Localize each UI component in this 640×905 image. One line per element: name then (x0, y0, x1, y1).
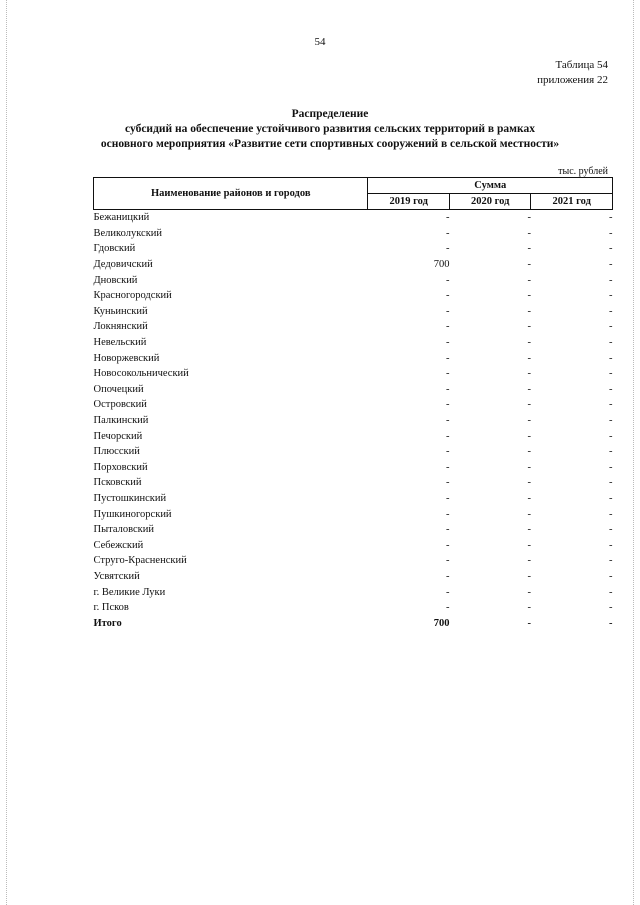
subsidy-table (93, 177, 613, 631)
value-2019-cell: - (445, 274, 450, 286)
title-line-2: субсидий на обеспечение устойчивого развития сельских территорий в рамках (125, 123, 535, 135)
value-2020-cell: - (527, 337, 531, 349)
district-name-cell: Великолукский (93, 227, 163, 239)
value-2021-cell: - (609, 243, 613, 255)
value-2019-cell: - (445, 337, 450, 349)
value-2021-cell: - (609, 399, 613, 411)
district-name-cell: Псковский (93, 477, 142, 489)
value-2020-cell: - (527, 555, 531, 567)
value-2020-cell: - (527, 492, 531, 504)
value-2021-cell: - (609, 352, 613, 364)
value-2021-cell: - (609, 461, 613, 473)
value-2021-cell: - (609, 259, 613, 271)
table-number: Таблица 54 (555, 59, 608, 71)
value-2019-cell: - (445, 524, 450, 536)
value-2020-cell: - (527, 430, 531, 442)
value-2021-cell: - (609, 586, 613, 598)
value-2020-cell: - (527, 570, 531, 582)
value-2019-cell: - (445, 539, 450, 551)
value-2021-cell: - (609, 274, 613, 286)
table-row (94, 226, 613, 242)
value-2021-cell: - (609, 383, 613, 395)
value-2020-cell: - (527, 617, 531, 629)
header-year-2020: 2020 год (449, 194, 531, 210)
district-name-cell: Себежский (93, 539, 144, 551)
value-2021-cell: - (609, 212, 613, 224)
value-2021-cell: - (609, 446, 613, 458)
value-2021-cell: - (609, 305, 613, 317)
value-2020-cell: - (527, 446, 531, 458)
value-2019-cell: 700 (433, 617, 450, 629)
value-2021-cell: - (609, 555, 613, 567)
table-body (94, 210, 613, 632)
value-2019-cell: - (445, 352, 450, 364)
value-2020-cell: - (527, 461, 531, 473)
value-2021-cell: - (609, 227, 613, 239)
value-2020-cell: - (527, 352, 531, 364)
header-name: Наименование районов и городов (94, 178, 368, 210)
district-name-cell: Красногородский (93, 290, 172, 302)
total-row (94, 615, 613, 631)
value-2021-cell: - (609, 290, 613, 302)
value-2019-cell: - (445, 227, 450, 239)
document-title (40, 107, 620, 152)
table-reference (537, 58, 608, 88)
value-2020-cell: - (527, 259, 531, 271)
district-name-cell: Палкинский (93, 415, 149, 427)
value-2019-cell: - (445, 446, 450, 458)
value-2019-cell: 700 (433, 259, 450, 271)
appendix-reference: приложения 22 (537, 74, 608, 86)
table-row (94, 288, 613, 304)
value-2020-cell: - (527, 383, 531, 395)
value-2019-cell: - (445, 586, 450, 598)
value-2020-cell: - (527, 524, 531, 536)
district-name-cell: Новоржевский (93, 352, 160, 364)
district-name-cell: Итого (93, 617, 122, 629)
units-label: тыс. рублей (558, 166, 608, 177)
district-name-cell: Куньинский (93, 305, 148, 317)
table-row (94, 272, 613, 288)
table-row (94, 475, 613, 491)
value-2020-cell: - (527, 290, 531, 302)
value-2020-cell: - (527, 477, 531, 489)
value-2021-cell: - (609, 602, 613, 614)
district-name-cell: Струго-Красненский (93, 555, 187, 567)
table-row (94, 382, 613, 398)
table-row (94, 522, 613, 538)
value-2019-cell: - (445, 508, 450, 520)
value-2021-cell: - (609, 415, 613, 427)
district-name-cell: Пустошкинский (93, 492, 167, 504)
value-2021-cell: - (609, 492, 613, 504)
left-margin-line (6, 0, 7, 905)
value-2019-cell: - (445, 321, 450, 333)
value-2019-cell: - (445, 492, 450, 504)
value-2020-cell: - (527, 243, 531, 255)
table-row (94, 350, 613, 366)
value-2019-cell: - (445, 415, 450, 427)
table-row (94, 210, 613, 226)
title-line-1: Распределение (291, 108, 369, 120)
value-2021-cell: - (609, 508, 613, 520)
district-name-cell: г. Псков (93, 602, 129, 614)
value-2021-cell: - (609, 570, 613, 582)
table-row (94, 553, 613, 569)
value-2020-cell: - (527, 539, 531, 551)
value-2021-cell: - (609, 430, 613, 442)
table-row (94, 537, 613, 553)
table-row (94, 335, 613, 351)
value-2020-cell: - (527, 274, 531, 286)
value-2020-cell: - (527, 602, 531, 614)
value-2019-cell: - (445, 430, 450, 442)
value-2021-cell: - (609, 539, 613, 551)
table-row (94, 444, 613, 460)
table-row (94, 304, 613, 320)
value-2020-cell: - (527, 508, 531, 520)
value-2020-cell: - (527, 227, 531, 239)
district-name-cell: Новосокольнический (93, 368, 189, 380)
value-2021-cell: - (609, 368, 613, 380)
table-row (94, 506, 613, 522)
value-2021-cell: - (609, 337, 613, 349)
table-row (94, 569, 613, 585)
value-2020-cell: - (527, 399, 531, 411)
district-name-cell: Усвятский (93, 570, 140, 582)
district-name-cell: Островский (93, 399, 147, 411)
value-2019-cell: - (445, 399, 450, 411)
value-2019-cell: - (445, 368, 450, 380)
district-name-cell: Печорский (93, 430, 143, 442)
table-row (94, 397, 613, 413)
value-2019-cell: - (445, 305, 450, 317)
value-2019-cell: - (445, 461, 450, 473)
header-sum: Сумма (368, 178, 613, 194)
table-row (94, 584, 613, 600)
value-2019-cell: - (445, 477, 450, 489)
value-2020-cell: - (527, 321, 531, 333)
value-2019-cell: - (445, 602, 450, 614)
value-2019-cell: - (445, 243, 450, 255)
value-2021-cell: - (609, 477, 613, 489)
table-row (94, 460, 613, 476)
value-2020-cell: - (527, 305, 531, 317)
table-row (94, 413, 613, 429)
value-2020-cell: - (527, 212, 531, 224)
district-name-cell: Бежаницкий (93, 212, 150, 224)
table-row (94, 241, 613, 257)
district-name-cell: Опочецкий (93, 383, 144, 395)
value-2020-cell: - (527, 368, 531, 380)
table-row (94, 600, 613, 616)
value-2021-cell: - (609, 524, 613, 536)
district-name-cell: Плюсский (93, 446, 140, 458)
table-row (94, 491, 613, 507)
value-2020-cell: - (527, 415, 531, 427)
value-2021-cell: - (609, 617, 613, 629)
value-2019-cell: - (445, 290, 450, 302)
district-name-cell: Гдовский (93, 243, 136, 255)
value-2020-cell: - (527, 586, 531, 598)
value-2021-cell: - (609, 321, 613, 333)
header-year-2021: 2021 год (531, 194, 613, 210)
table-row (94, 366, 613, 382)
header-year-2019: 2019 год (368, 194, 450, 210)
value-2019-cell: - (445, 570, 450, 582)
district-name-cell: Пушкиногорский (93, 508, 172, 520)
value-2019-cell: - (445, 383, 450, 395)
district-name-cell: Локнянский (93, 321, 148, 333)
district-name-cell: Дедовичский (93, 259, 153, 271)
table-row (94, 319, 613, 335)
page-number: 54 (314, 36, 326, 48)
district-name-cell: Порховский (93, 461, 148, 473)
right-margin-line (633, 0, 634, 905)
title-line-3: основного мероприятия «Развитие сети спортивных сооружений в сельской местности» (100, 138, 560, 150)
district-name-cell: Дновский (93, 274, 138, 286)
value-2019-cell: - (445, 212, 450, 224)
district-name-cell: г. Великие Луки (93, 586, 166, 598)
table-row (94, 428, 613, 444)
table-row (94, 257, 613, 273)
district-name-cell: Невельский (93, 337, 147, 349)
value-2019-cell: - (445, 555, 450, 567)
district-name-cell: Пыталовский (93, 524, 154, 536)
